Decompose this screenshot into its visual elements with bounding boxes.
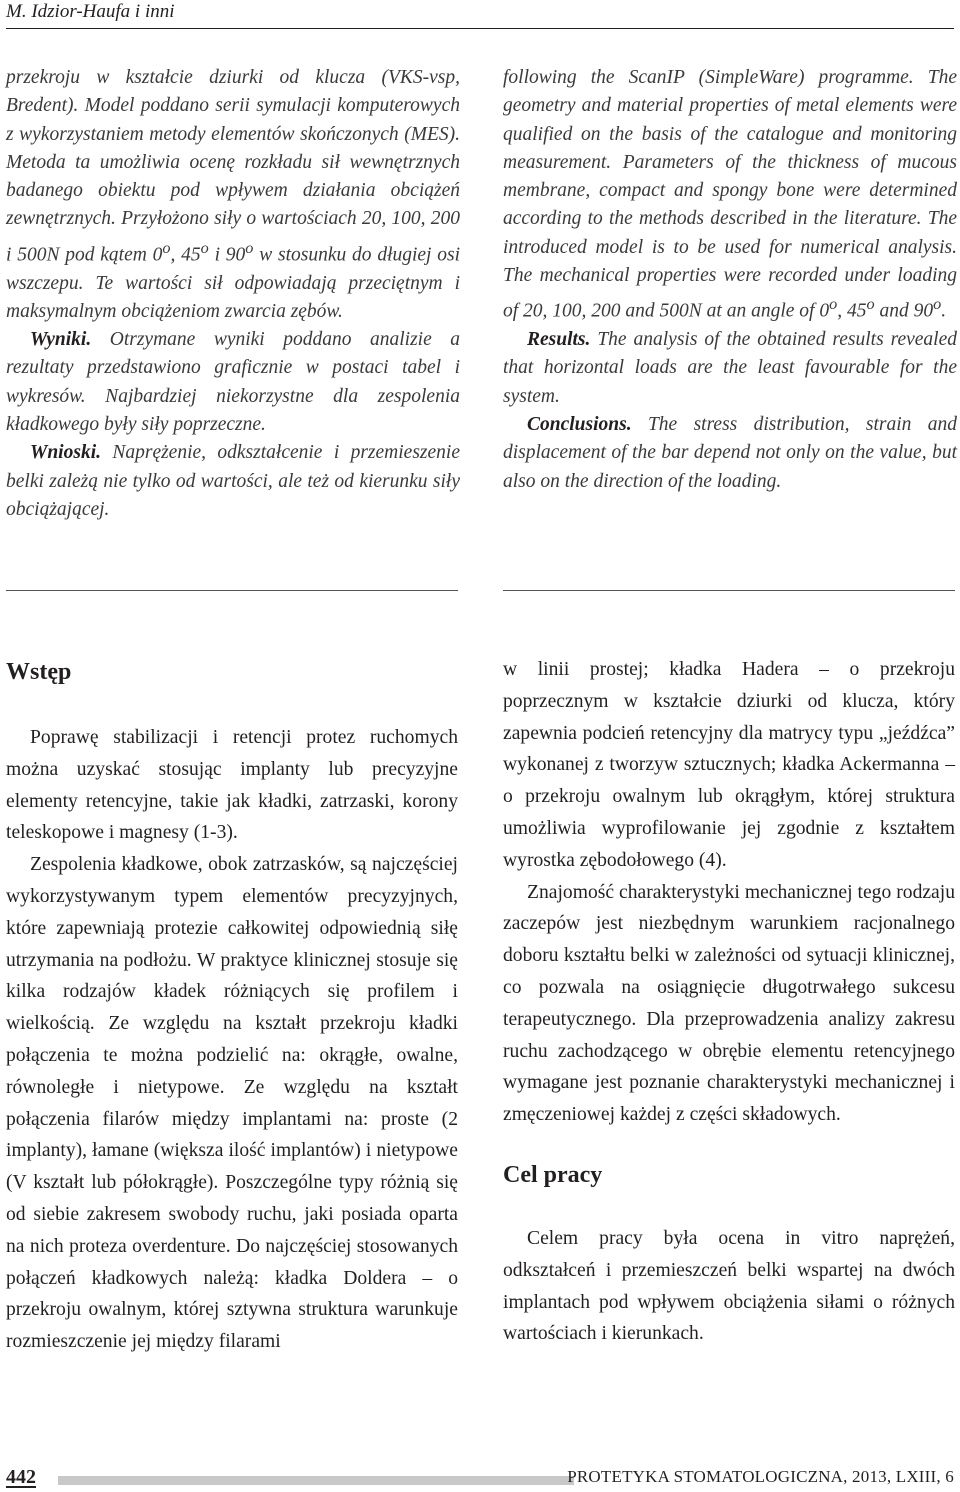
abstract-polish bbox=[6, 64, 460, 524]
abstract-en-methods bbox=[503, 64, 957, 326]
degree-sup: o bbox=[933, 295, 942, 314]
degree-sup: o bbox=[200, 238, 209, 257]
conclusions-text: Naprężenie, odkształcenie i przemieszenie belki zależą nie tylko od wartości, ale też od kierunku siły obciążającej. bbox=[6, 442, 460, 520]
degree-sup: o bbox=[829, 295, 838, 314]
abstract-pl-text: , 45 bbox=[170, 244, 201, 266]
conclusions-text: The stress distribution, strain and displacement of the bar depend not only on the value, but also on the direction of the loading. bbox=[503, 414, 957, 492]
footer-bar bbox=[58, 1476, 574, 1485]
intro-paragraph: Zespolenia kładkowe, obok zatrzasków, są najczęściej wykorzystywanym typem elementów precyzyjnych, które zapewniają protezie całkowitej odpowiednią siłę utrzymania na podłożu. W praktyce klinicznej stosuje się kilka rodzajów kładek różniących się profilem i wielkością. Ze względu na kształt przekroju kładki połączenia te można podzielić na: okrągłe, owalne, równoległe i nietypowe. Ze względu na kształt połączenia filarów między implantami na: proste (2 implanty), łamane (większa ilość implantów) i nietypowe (V kształt lub półokrągłe). Poszczególne typy różnią się od siebie zakresem swobody ruchu, jaki posiada oparta na nich proteza overdenture. Do najczęściej stosowanych połączeń kładkowych należą: kładka Doldera – o przekroju owalnym, której sztywna struktura warunkuje rozmieszczenie jej między filarami bbox=[6, 854, 458, 1353]
aim-paragraph: Celem pracy była ocena in vitro naprężeń, odkształceń i przemieszczeń belki wspartej na dwóch implantach pod wpływem obciążenia siłami o różnych wartościach i kierunkach. bbox=[503, 1227, 955, 1345]
degree-sup: o bbox=[866, 295, 875, 314]
abstract-pl-methods-text: przekroju w kształcie dziurki od klucza (VKS-vsp, Bredent). Model poddano serii symulacji komputerowych z wykorzystaniem metody elementów skończonych (MES). Metoda ta umożliwia ocenę rozkładu sił wewnętrznych badanego obiektu pod wpływem działania obciążeń zewnętrznych. Przyłożono siły o wartościach 20, 100, 200 i 500N pod kątem 0 bbox=[6, 67, 460, 266]
results-label: Wyniki. bbox=[30, 329, 92, 351]
degree-sup: o bbox=[245, 238, 254, 257]
abstract-en-text: , 45 bbox=[837, 300, 867, 322]
abstract-pl-results bbox=[6, 326, 460, 439]
abstract-en-text: and 90 bbox=[874, 300, 934, 322]
results-text: The analysis of the obtained results revealed that horizontal loads are the least favourable for the system. bbox=[503, 329, 957, 407]
abstract-pl-conclusions bbox=[6, 439, 460, 524]
conclusions-label: Conclusions. bbox=[527, 414, 632, 436]
abstract-english bbox=[503, 64, 957, 496]
abstract-en-methods-text: following the ScanIP (SimpleWare) programme. The geometry and material properties of metal elements were qualified on the basis of the catalogue and monitoring measurement. Parameters of the thickness of mucous membrane, compact and spongy bone were determined according to the methods described in the literature. The introduced model is to be used for numerical analysis. The mechanical properties were recorded under loading of 20, 100, 200 and 500N at an angle of 0 bbox=[503, 67, 957, 322]
body-paragraph: Znajomość charakterystyki mechanicznej tego rodzaju zaczepów jest niezbędnym warunkiem racjonalnego doboru kształtu belki w zależności od sytuacji klinicznej, co pozwala na osiągnięcie długotrwałego sukcesu terapeutycznego. Dla przeprowadzenia analizy zakresu ruchu zachodzącego w obrębie elementu retencyjnego wymagane jest poznanie charakterystyki mechanicznej i zmęczeniowej każdej z części składowych. bbox=[503, 881, 955, 1126]
abstract-en-conclusions bbox=[503, 411, 957, 496]
degree-sup: o bbox=[162, 238, 171, 257]
conclusions-label: Wnioski. bbox=[30, 442, 101, 464]
abstract-en-results bbox=[503, 326, 957, 411]
abstract-en-text: . bbox=[941, 300, 947, 322]
journal-citation: PROTETYKA STOMATOLOGICZNA, 2013, LXIII, 6 bbox=[567, 1467, 954, 1486]
body-column-right bbox=[503, 654, 955, 1350]
body-column-left bbox=[6, 654, 458, 1358]
results-label: Results. bbox=[527, 329, 591, 351]
running-head-authors: M. Idzior-Haufa i inni bbox=[6, 0, 954, 29]
section-heading-intro: Wstęp bbox=[6, 659, 72, 685]
abstract-pl-methods bbox=[6, 64, 460, 326]
abstract-divider-left bbox=[6, 590, 458, 591]
section-heading-aim: Cel pracy bbox=[503, 1161, 603, 1188]
results-text: Otrzymane wyniki poddano analizie a rezultaty przedstawiono graficznie w postaci tabel i wykresów. Najbardziej niekorzystne dla zespolenia kładkowego były siły poprzeczne. bbox=[6, 329, 460, 436]
abstract-pl-text: w stosunku do długiej osi wszczepu. Te wartości sił odpowiadają przeciętnym i maksymalnym obciążeniom zwarcia zębów. bbox=[6, 244, 461, 322]
intro-paragraph: Poprawę stabilizacji i retencji protez ruchomych można uzyskać stosując implanty lub precyzyjne elementy retencyjne, takie jak kładki, zatrzaski, korony teleskopowe i magnesy (1-3). bbox=[6, 727, 458, 844]
abstract-pl-text: i 90 bbox=[208, 244, 246, 266]
page-number: 442 bbox=[6, 1466, 36, 1488]
body-paragraph: w linii prostej; kładka Hadera – o przekroju poprzecznym w kształcie dziurki od klucza, który zapewnia podcień retencyjny dla matrycy typu „jeźdźca” wykonanej z tworzyw sztucznych; kładka Ackermanna – o przekroju owalnym lub okrągłym, której struktura umożliwia wyprofilowanie jej zgodnie z kształtem wyrostka zębodołowego (4). bbox=[503, 659, 955, 871]
abstract-divider-right bbox=[503, 590, 955, 591]
